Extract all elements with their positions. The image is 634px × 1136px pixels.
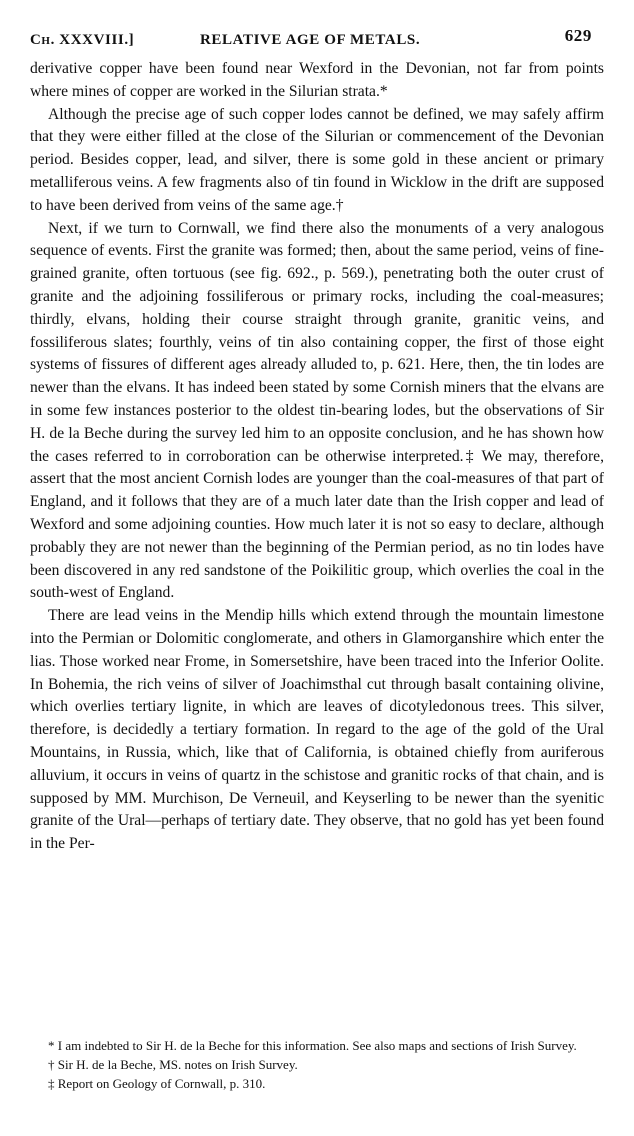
page-number: 629: [564, 26, 592, 45]
footnotes: [30, 1036, 604, 1093]
footnote: † Sir H. de la Beche, MS. notes on Irish Survey.: [48, 1057, 298, 1072]
paragraph: Although the precise age of such copper lodes cannot be defined, we may safely affirm that they were either filled at the close of the Silurian or commencement of the Devonian period. Besides copper, lead, and silver, there is some gold in these ancient or primary metalliferous veins. A few fragments also of tin found in Wicklow in the drift are supposed to have been derived from veins of the same age.†: [30, 105, 604, 214]
paragraph: There are lead veins in the Mendip hills which extend through the mountain limestone into the Permian or Dolomitic conglomerate, and others in Glamorganshire which enter the lias. Those worked near Frome, in Somersetshire, have been traced into the Inferior Oolite. In Bohemia, the rich veins of silver of Joachimsthal cut through basalt containing olivine, which overlies tertiary lignite, in which are leaves of dicotyledonous trees. This silver, therefore, is decidedly a tertiary formation. In regard to the age of the gold of the Ural Mountains, in Russia, which, like that of California, is obtained chiefly from auriferous alluvium, it occurs in veins of quartz in the schistose and granitic rocks of that chain, and is supposed by MM. Murchison, De Verneuil, and Keyserling to be newer than the syenitic granite of the Ural—perhaps of tertiary date. They observe, that no gold has yet been found in the Per-: [30, 607, 604, 853]
running-title: RELATIVE AGE OF METALS.: [200, 32, 421, 48]
running-header: [30, 26, 610, 52]
footnote: ‡ Report on Geology of Cornwall, p. 310.: [48, 1076, 266, 1091]
chapter-label: Ch. XXXVIII.]: [30, 32, 135, 48]
paragraph-continuation: derivative copper have been found near Wexford in the Devonian, not far from points where mines of copper are worked in the Silurian strata.*: [30, 60, 604, 100]
body-text: [30, 58, 604, 856]
footnote: * I am indebted to Sir H. de la Beche for this information. See also maps and sections of Irish Survey.: [48, 1038, 577, 1053]
paragraph: Next, if we turn to Cornwall, we find there also the monuments of a very analogous sequence of events. First the granite was formed; then, about the same period, veins of fine-grained granite, often tortuous (see fig. 692., p. 569.), penetrating both the outer crust of granite and the adjoining fossiliferous or primary rocks, including the coal-measures; thirdly, elvans, holding their course straight through granite, granitic veins, and fossiliferous slates; fourthly, veins of tin also containing copper, the first of those eight systems of fissures of different ages already alluded to, p. 621. Here, then, the tin lodes are newer than the elvans. It has indeed been stated by some Cornish miners that the elvans are in some few instances posterior to the oldest tin-bearing lodes, but the observations of Sir H. de la Beche during the survey led him to an opposite conclusion, and he has shown how the cases referred to in corroboration can be otherwise interpreted.‡ We may, therefore, assert that the most ancient Cornish lodes are younger than the coal-measures of that part of England, and it follows that they are of a much later date than the Irish copper and lead of Wexford and some adjoining counties. How much later it is not so easy to declare, although probably they are not newer than the beginning of the Permian period, as no tin lodes have been discovered in any red sandstone of the Poikilitic group, which overlies the coal in the south-west of England.: [30, 219, 604, 602]
